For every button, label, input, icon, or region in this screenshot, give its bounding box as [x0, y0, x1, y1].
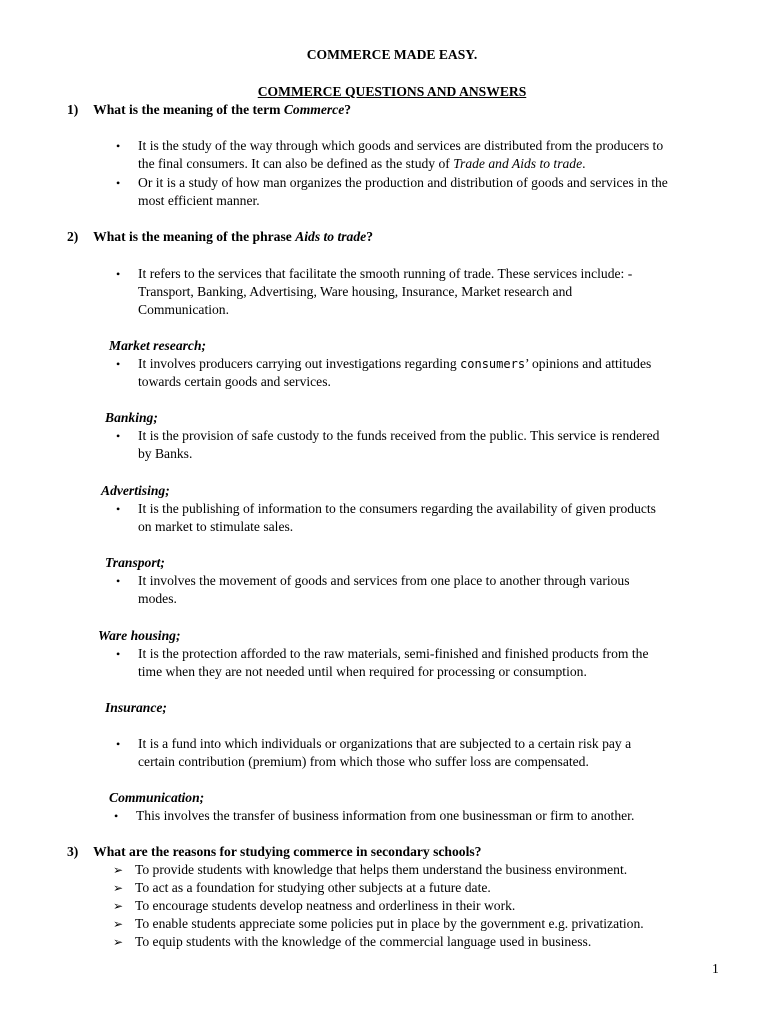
subheading-advertising: Advertising;	[101, 483, 170, 498]
page-number: 1	[712, 961, 719, 976]
question-1: 1) What is the meaning of the term Commerce?	[67, 102, 352, 117]
subheading-transport: Transport;	[105, 555, 165, 570]
bullet-item: • It is the protection afforded to the raw materials, semi-finished and finished products from the time when they are not needed until when required for processing or consumption.	[116, 646, 649, 679]
question-text: What is the meaning of the term	[93, 102, 284, 117]
arrow-bullet-icon: ➢	[113, 863, 124, 877]
bullet-item: • Or it is a study of how man organizes the production and distribution of goods and services in the most efficient manner.	[116, 175, 668, 208]
question-3	[67, 843, 481, 861]
bullet-icon: •	[116, 357, 121, 371]
bullet-item: • It is the study of the way through which goods and services are distributed from the producers to the final consumers. It can also be defined as the study of Trade and Aids to trade.	[116, 138, 664, 171]
bullet-icon: •	[116, 176, 121, 190]
question-term: Aids to trade	[295, 229, 367, 244]
bullet-icon: •	[116, 267, 121, 281]
subheading-ware-housing: Ware housing;	[98, 628, 181, 643]
bullet-icon: •	[116, 502, 121, 516]
subheading-insurance: Insurance;	[105, 700, 167, 715]
subheading-market-research: Market research;	[109, 338, 207, 353]
bullet-item: • It is a fund into which individuals or organizations that are subjected to a certain risk pay a certain contribution (premium) from which those who suffer loss are compensated.	[116, 736, 632, 769]
list-item: ➢ To equip students with the knowledge of the commercial language used in business.	[113, 934, 592, 949]
question-text: What are the reasons for studying commerce in secondary schools?	[93, 844, 482, 859]
arrow-bullet-icon: ➢	[113, 899, 124, 913]
bullet-item: • This involves the transfer of business information from one businessman or firm to another.	[114, 808, 635, 823]
question-term: Commerce	[283, 102, 345, 117]
bullet-icon: •	[116, 737, 121, 751]
question-number: 1)	[67, 102, 79, 117]
bullet-icon: •	[116, 429, 121, 443]
document-subtitle: COMMERCE QUESTIONS AND ANSWERS	[257, 84, 527, 99]
bullet-icon: •	[116, 139, 121, 153]
arrow-bullet-icon: ➢	[113, 935, 124, 949]
question-number: 3)	[67, 844, 79, 859]
bullet-item: • It is the publishing of information to the consumers regarding the availability of given products on market to stimulate sales.	[116, 501, 656, 534]
question-number: 2)	[67, 229, 79, 244]
bullet-icon: •	[116, 574, 121, 588]
question-2: 2) What is the meaning of the phrase Aids to trade?	[67, 229, 373, 244]
arrow-bullet-icon: ➢	[113, 881, 124, 895]
list-item: ➢ To provide students with knowledge that helps them understand the business environment.	[113, 862, 628, 877]
arrow-bullet-icon: ➢	[113, 917, 124, 931]
list-item: ➢ To encourage students develop neatness and orderliness in their work.	[113, 898, 516, 913]
bullet-item: • It is the provision of safe custody to the funds received from the public. This service is rendered by Banks.	[116, 428, 660, 461]
subheading-banking: Banking;	[105, 410, 158, 425]
bullet-item: • It involves the movement of goods and services from one place to another through various modes.	[116, 573, 630, 606]
list-item: ➢ To enable students appreciate some policies put in place by the government e.g. privatization.	[113, 916, 644, 931]
subheading-communication: Communication;	[109, 790, 205, 805]
bullet-item: • It involves producers carrying out investigations regarding consumers’ opinions and attitudes towards certain goods and services.	[116, 356, 652, 389]
list-item: ➢ To act as a foundation for studying other subjects at a future date.	[113, 880, 491, 895]
question-text: What is the meaning of the phrase	[93, 229, 296, 244]
bullet-icon: •	[114, 809, 119, 823]
bullet-icon: •	[116, 647, 121, 661]
document-title: COMMERCE MADE EASY.	[306, 47, 478, 62]
bullet-item: • It refers to the services that facilitate the smooth running of trade. These services include: - Transport, Banking, Advertising, Ware housing, Insurance, Market research and Communication.	[116, 266, 633, 317]
